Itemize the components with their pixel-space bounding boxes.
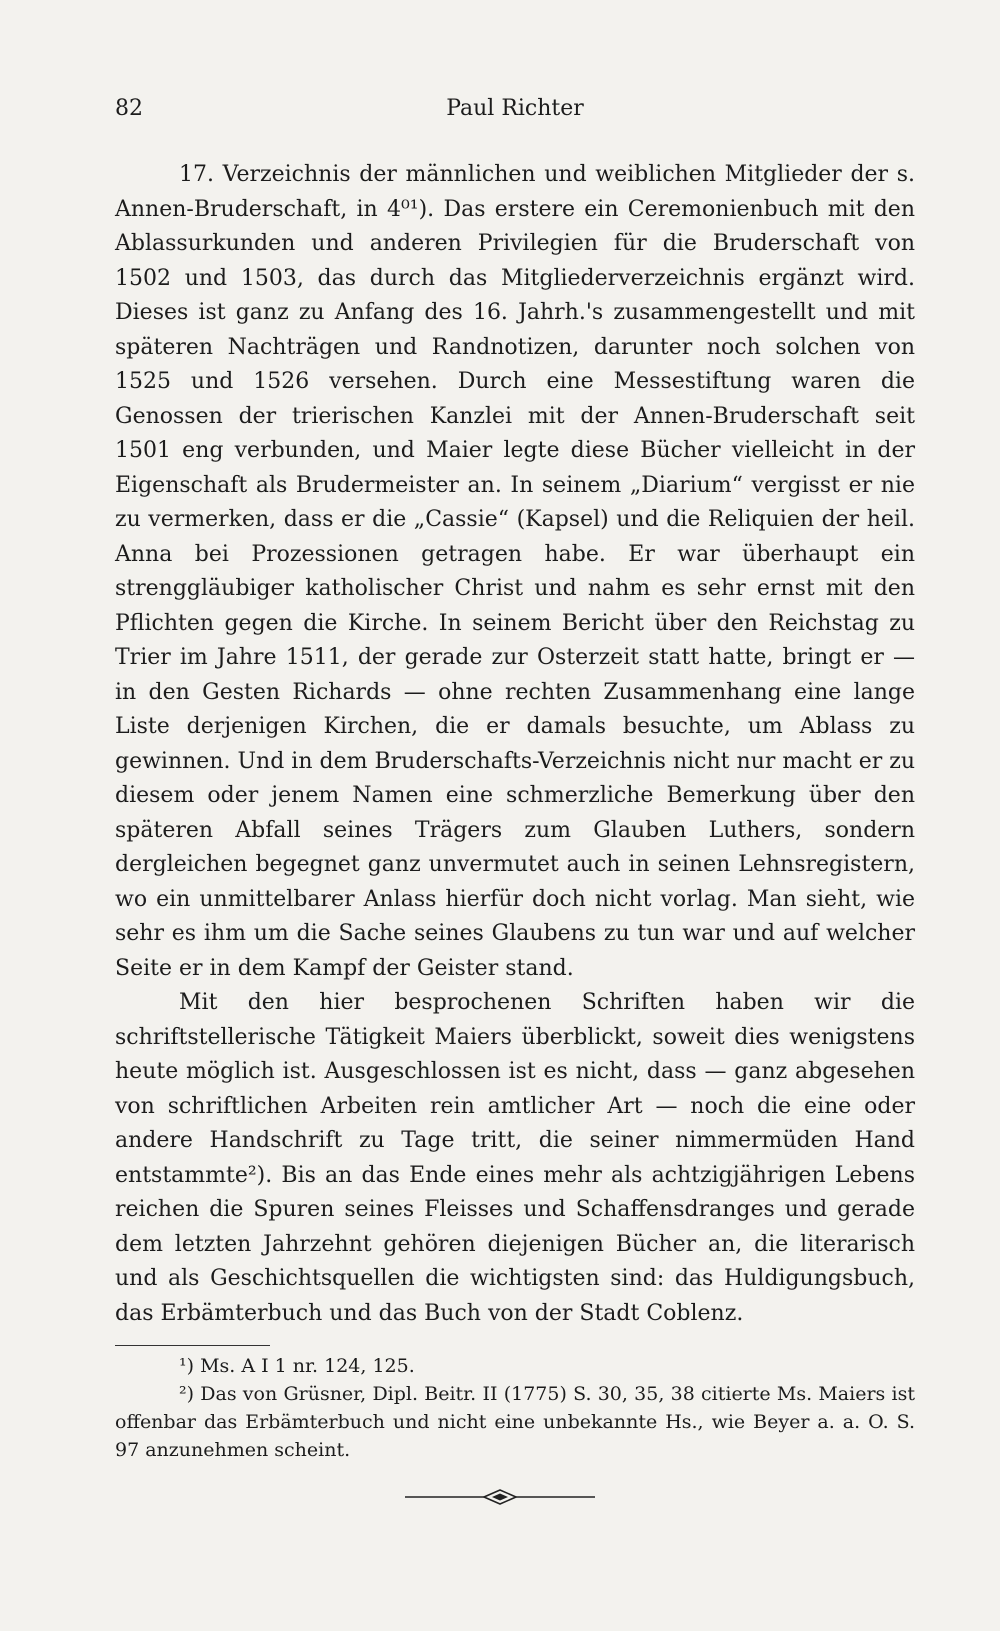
footnote-text: Ms. A I 1 nr. 124, 125. [200,1355,415,1377]
footnote-separator [115,1345,270,1346]
running-head: Paul Richter [446,96,584,121]
paragraph: Mit den hier besprochenen Schriften haben wir die schriftstellerische Tätigkeit Maiers überblickt, soweit dies wenigstens heute möglich ist. Ausgeschlossen ist es nicht, dass — ganz abgesehen von schriftlichen Arbeiten rein amtlicher Art — noch die eine oder andere Handschrift zu Tage tritt, die seiner nimmermüden Hand entstammte²). Bis an das Ende eines mehr als achtzigjährigen Lebens reichen die Spuren seines Fleisses und Schaffensdranges und gerade dem letzten Jahrzehnt gehören diejenigen Bücher an, die literarisch und als Geschichtsquellen die wichtigsten sind: das Huldigungsbuch, das Erbämterbuch und das Buch von der Stadt Coblenz. [115,990,915,1326]
footnote-mark: ¹) [179,1355,195,1377]
body-text [115,158,915,1331]
page-header [115,96,915,130]
paragraph: 17. Verzeichnis der männlichen und weiblichen Mitglieder der s. Annen-Bruderschaft, in 4⁰¹). Das erstere ein Ceremonienbuch mit den Ablassurkunden und anderen Privilegien für die Bruderschaft von 1502 und 1503, das durch das Mitgliederverzeichnis ergänzt wird. Dieses ist ganz zu Anfang des 16. Jahrh.'s zusammengestellt und mit späteren Nachträgen und Randnotizen, darunter noch solchen von 1525 und 1526 versehen. Durch eine Messestiftung waren die Genossen der trierischen Kanzlei mit der Annen-Bruderschaft seit 1501 eng verbunden, und Maier legte diese Bücher vielleicht in der Eigenschaft als Brudermeister an. In seinem „Diarium“ vergisst er nie zu vermerken, dass er die „Cassie“ (Kapsel) und die Reliquien der heil. Anna bei Prozessionen getragen habe. Er war überhaupt ein strenggläubiger katholischer Christ und nahm es sehr ernst mit den Pflichten gegen die Kirche. In seinem Bericht über den Reichstag zu Trier im Jahre 1511, der gerade zur Osterzeit statt hatte, bringt er — in den Gesten Richards — ohne rechten Zusammenhang eine lange Liste derjenigen Kirchen, die er damals besuchte, um Ablass zu gewinnen. Und in dem Bruderschafts-Verzeichnis nicht nur macht er zu diesem oder jenem Namen eine schmerzliche Bemerkung über den späteren Abfall seines Trägers zum Glauben Luthers, sondern dergleichen begegnet ganz unvermutet auch in seinen Lehnsregistern, wo ein unmittelbarer Anlass hierfür doch nicht vorlag. Man sieht, wie sehr es ihm um die Sache seines Glaubens zu tun war und auf welcher Seite er in dem Kampf der Geister stand. [115,162,915,981]
end-ornament-icon [400,1487,600,1507]
footnotes [115,1352,915,1464]
page-number: 82 [115,96,143,121]
footnote-text: Das von Grüsner, Dipl. Beitr. II (1775) S. 30, 35, 38 citierte Ms. Maiers ist offenbar das Erbämterbuch und nicht eine unbekannte Hs., wie Beyer a. a. O. S. 97 anzunehmen scheint. [115,1383,915,1461]
footnote-mark: ²) [179,1383,195,1405]
footnote [115,1352,915,1380]
footnote [115,1380,915,1464]
